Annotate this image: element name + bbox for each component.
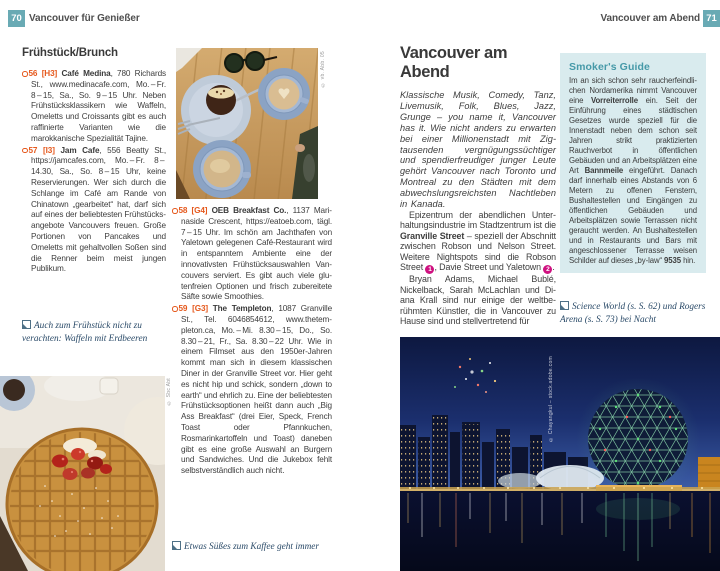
photo-caption-icon	[22, 320, 31, 329]
photo-credit-waffles: © Sbc Abt	[166, 378, 172, 406]
listing-details[interactable]: , 1087 Granville St., Tel. 6046854612, www.thetempleton.ca, Mo. – Mi. 8.30 – 15, Do., So. 8.30 – 21, Fr., Sa. 8.30 – 22 Uhr. Wie in einem Filmset aus den 1950er-Jahren kommt man sich in diesem klassischen Diner in der Granville Street vor. Hier geht es nicht hip und schick, sondern „down to earth“ und ehrlich zu. Eine der beliebtesten Frühstücksoptionen heißt dann auch „Big Ass Breakfast“ (drei Eier, Speck, French Toast oder Pfannkuchen, Rosmarinkartoffeln und Toast) daneben gibt es eine große Auswahl an Burgern und Sandwiches. Und die Jukebox fehlt selbstverständlich auch nicht.	[181, 304, 333, 476]
photo-caption-icon	[560, 301, 569, 310]
article-title: Vancouver am Abend	[400, 44, 508, 81]
smokers-guide-title: Smoker's Guide	[569, 61, 650, 73]
poi-circle-icon	[22, 148, 28, 154]
caption-waffles: Auch zum Frühstück nicht zu verachten: Waffeln mit Erdbeeren	[22, 321, 148, 344]
caption-sweets: Etwas Süßes zum Kaffee geht immer	[172, 541, 352, 554]
caption-science-world: Science World (s. S. 62) und Rogers Arena (s. S. 73) bei Nacht	[560, 302, 706, 325]
section-heading-breakfast: Frühstück/Brunch	[22, 47, 118, 59]
listing-marker: 58 [G4]	[172, 206, 207, 215]
photo-caption-icon	[172, 541, 181, 550]
poi-circle-icon	[22, 71, 28, 77]
photo-credit-night: © Chayangkul – stock.adobe.com	[548, 356, 554, 443]
poi-circle-icon	[172, 208, 178, 214]
article-intro: Klassische Musik, Comedy, Tanz, Livemusik, Folk, Blues, Jazz, Grunge – you name it, Vancouver has it. Wie nicht anders zu erwarten bei einer Millionenstadt mit Zigtausenden vergnügungssüchtiger und spendierfreudiger junger Leute gehört Vancouver nach Toronto und Montreal zu den Städten mit dem abwechslungsreichsten Nachtleben in Kanada.	[400, 90, 556, 210]
page-number-right: 71	[703, 10, 720, 27]
article-paragraph-artists: Bryan Adams, Michael Bublé, Nickelback, Sarah McLachlan und Diana Krall sind nur einige der weltberühmten Künstler, die in Vancouver zu Hause sind und stellvertretend für	[400, 274, 556, 327]
listing-details[interactable]: , 1137 Marinaside Crescent, https://eatoeb.com, tägl. 7 – 15 Uhr. Im schön am Jachthafen von Yaletown gelegenen Café-Restaurant wird in entspanntem Ambiente eine der innovativsten Frühstücksauswahlen Vancouvers serviert. Es gibt auch viele glutenfreien Optionen und frisch zubereitete Säfte sowie Smoothies.	[181, 206, 333, 302]
listing-name: OEB Breakfast Co.	[211, 206, 287, 215]
article-vancouver-am-abend	[400, 44, 556, 327]
page-number-left: 70	[8, 10, 25, 27]
listing-marker: 57 [I3]	[22, 146, 55, 155]
listing-oeb-breakfast	[172, 206, 332, 303]
map-badge-1[interactable]: 1	[425, 265, 434, 274]
listing-templeton	[172, 304, 332, 477]
listing-name: Jam Cafe	[60, 145, 100, 155]
listing-jam-cafe	[22, 146, 166, 276]
listing-details[interactable]: , 556 Beatty St., https://jamcafes.com, Mo. – Fr. 8 – 14.30, Sa., So. 8 – 15 Uhr, keine Reservierungen. Wer sich durch die Schlange im Café am Rande von Chinatown „gearbeitet“ hat, darf sich auf eines der beliebtesten Frühstücksangebote Vancouvers freuen. Große Portionen von Pancakes und Omeletts mit gehaltvollen Soßen sind die Renner beim meist jungen Publikum.	[31, 145, 167, 274]
listing-marker: 56 [H3]	[22, 69, 57, 78]
photo-coffee-table	[176, 48, 318, 199]
smokers-guide-box	[560, 53, 706, 273]
running-head-left: Vancouver für Genießer	[29, 13, 140, 24]
article-paragraph-nightlife: Epizentrum der abendlichen Unterhaltungsindustrie im Stadtzentrum ist die Granville Street – speziell der Abschnitt zwischen Robson und Nelson Street. Weitere Nightspots sind die Robson Street 1 , Davie Street und Yaletown 2 .	[400, 209, 556, 274]
granville-street-bold: Granville Street	[400, 230, 465, 241]
poi-circle-icon	[172, 306, 178, 312]
listing-details[interactable]: , 780 Richards St., www.medinacafe.com, Mo. – Fr. 8 – 15, Sa., So. 9 – 15 Uhr. Neben Frühstücksklassikern wie Waffeln, Omeletts und Croissants gibt es auch raffinierte Varianten wie die marokkanische Spezialität Tajine.	[31, 69, 167, 143]
listing-cafe-medina	[22, 69, 166, 145]
listing-name: The Templeton	[212, 304, 272, 314]
listing-name: Café Medina	[61, 69, 111, 78]
listing-column-middle	[172, 206, 332, 478]
photo-waffles-strawberries	[0, 376, 165, 571]
running-head-right: Vancouver am Abend	[600, 13, 700, 24]
photo-science-world-night	[400, 337, 720, 571]
smokers-guide-text: Im an sich schon sehr raucherfeindlichen Nordamerika nimmt Vancouver eine Vorreiterrolle ein. Seit der Einführung eines städtischen Gesetzes wurde speziell für die Innenstadt neben dem schon seit Jahren strikt praktizierten Rauchverbot in öffentlichen Gebäuden und an Arbeitsplätzen eine Art Bannmeile eingeführt. Danach darf innerhalb eines Abstands von 6 Metern zu offenen Fenstern, Bushaltestellen und Eingängen zu öffentlichen Gebäuden und Arbeitsplätzen sowie Terrassen nicht geraucht werden. An Bushaltestellen und in Restaurants und Bars mit angeschlossener Terrasse weisen Schilder auf dieses „by-law“ 9535 hin.	[569, 76, 697, 265]
photo-credit-coffee: © vb. Abb. 05	[320, 51, 326, 88]
map-badge-2[interactable]: 2	[543, 265, 552, 274]
listing-column-left	[22, 69, 166, 276]
listing-marker: 59 [G3]	[172, 304, 208, 313]
